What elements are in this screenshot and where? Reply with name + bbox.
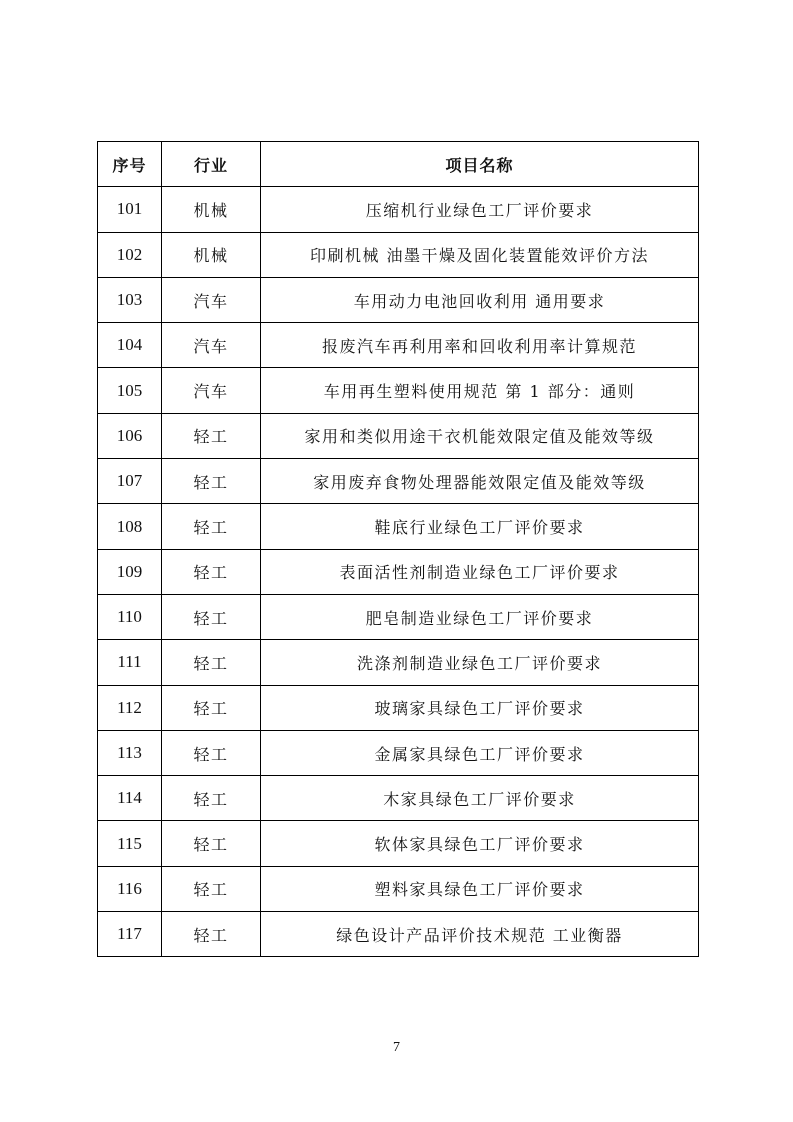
serial-cell: 107 [98, 459, 162, 504]
serial-cell: 111 [98, 640, 162, 685]
project-name-cell: 肥皂制造业绿色工厂评价要求 [261, 594, 699, 639]
project-name-cell: 表面活性剂制造业绿色工厂评价要求 [261, 549, 699, 594]
industry-cell: 轻工 [162, 866, 261, 911]
project-name-cell: 金属家具绿色工厂评价要求 [261, 730, 699, 775]
serial-cell: 112 [98, 685, 162, 730]
industry-cell: 轻工 [162, 685, 261, 730]
table-row [98, 323, 699, 368]
project-name-cell: 软体家具绿色工厂评价要求 [261, 821, 699, 866]
project-name-cell: 报废汽车再利用率和回收利用率计算规范 [261, 323, 699, 368]
table-row [98, 730, 699, 775]
header-project-name: 项目名称 [261, 142, 699, 187]
industry-cell: 轻工 [162, 821, 261, 866]
serial-cell: 110 [98, 594, 162, 639]
header-industry: 行业 [162, 142, 261, 187]
project-name-cell: 压缩机行业绿色工厂评价要求 [261, 187, 699, 232]
industry-cell: 轻工 [162, 413, 261, 458]
table-row [98, 640, 699, 685]
project-name-cell: 车用再生塑料使用规范 第 1 部分：通则 [261, 368, 699, 413]
project-name-cell: 塑料家具绿色工厂评价要求 [261, 866, 699, 911]
industry-cell: 轻工 [162, 459, 261, 504]
table-row [98, 866, 699, 911]
serial-cell: 115 [98, 821, 162, 866]
table-row [98, 504, 699, 549]
serial-cell: 103 [98, 277, 162, 322]
header-serial: 序号 [98, 142, 162, 187]
industry-cell: 汽车 [162, 277, 261, 322]
industry-cell: 汽车 [162, 368, 261, 413]
industry-cell: 轻工 [162, 730, 261, 775]
industry-cell: 轻工 [162, 504, 261, 549]
project-name-cell: 玻璃家具绿色工厂评价要求 [261, 685, 699, 730]
serial-cell: 117 [98, 912, 162, 957]
project-name-cell: 车用动力电池回收利用 通用要求 [261, 277, 699, 322]
industry-cell: 汽车 [162, 323, 261, 368]
industry-cell: 轻工 [162, 912, 261, 957]
serial-cell: 116 [98, 866, 162, 911]
project-name-cell: 鞋底行业绿色工厂评价要求 [261, 504, 699, 549]
serial-cell: 105 [98, 368, 162, 413]
table-header-row [98, 142, 699, 187]
table-row [98, 821, 699, 866]
table-row [98, 685, 699, 730]
industry-cell: 轻工 [162, 640, 261, 685]
table-row [98, 459, 699, 504]
industry-cell: 机械 [162, 187, 261, 232]
industry-cell: 轻工 [162, 594, 261, 639]
serial-cell: 109 [98, 549, 162, 594]
project-name-cell: 绿色设计产品评价技术规范 工业衡器 [261, 912, 699, 957]
table-row [98, 187, 699, 232]
table-row [98, 232, 699, 277]
industry-cell: 机械 [162, 232, 261, 277]
table-row [98, 549, 699, 594]
industry-cell: 轻工 [162, 549, 261, 594]
serial-cell: 106 [98, 413, 162, 458]
project-name-cell: 家用和类似用途干衣机能效限定值及能效等级 [261, 413, 699, 458]
standards-table [97, 141, 699, 957]
table-row [98, 594, 699, 639]
table-row [98, 277, 699, 322]
page-number: 7 [393, 1040, 400, 1055]
project-name-cell: 印刷机械 油墨干燥及固化装置能效评价方法 [261, 232, 699, 277]
serial-cell: 104 [98, 323, 162, 368]
table-row [98, 368, 699, 413]
project-name-cell: 木家具绿色工厂评价要求 [261, 776, 699, 821]
project-name-cell: 洗涤剂制造业绿色工厂评价要求 [261, 640, 699, 685]
table-row [98, 912, 699, 957]
serial-cell: 102 [98, 232, 162, 277]
project-name-cell: 家用废弃食物处理器能效限定值及能效等级 [261, 459, 699, 504]
table-row [98, 413, 699, 458]
serial-cell: 108 [98, 504, 162, 549]
serial-cell: 101 [98, 187, 162, 232]
serial-cell: 113 [98, 730, 162, 775]
table-row [98, 776, 699, 821]
serial-cell: 114 [98, 776, 162, 821]
industry-cell: 轻工 [162, 776, 261, 821]
